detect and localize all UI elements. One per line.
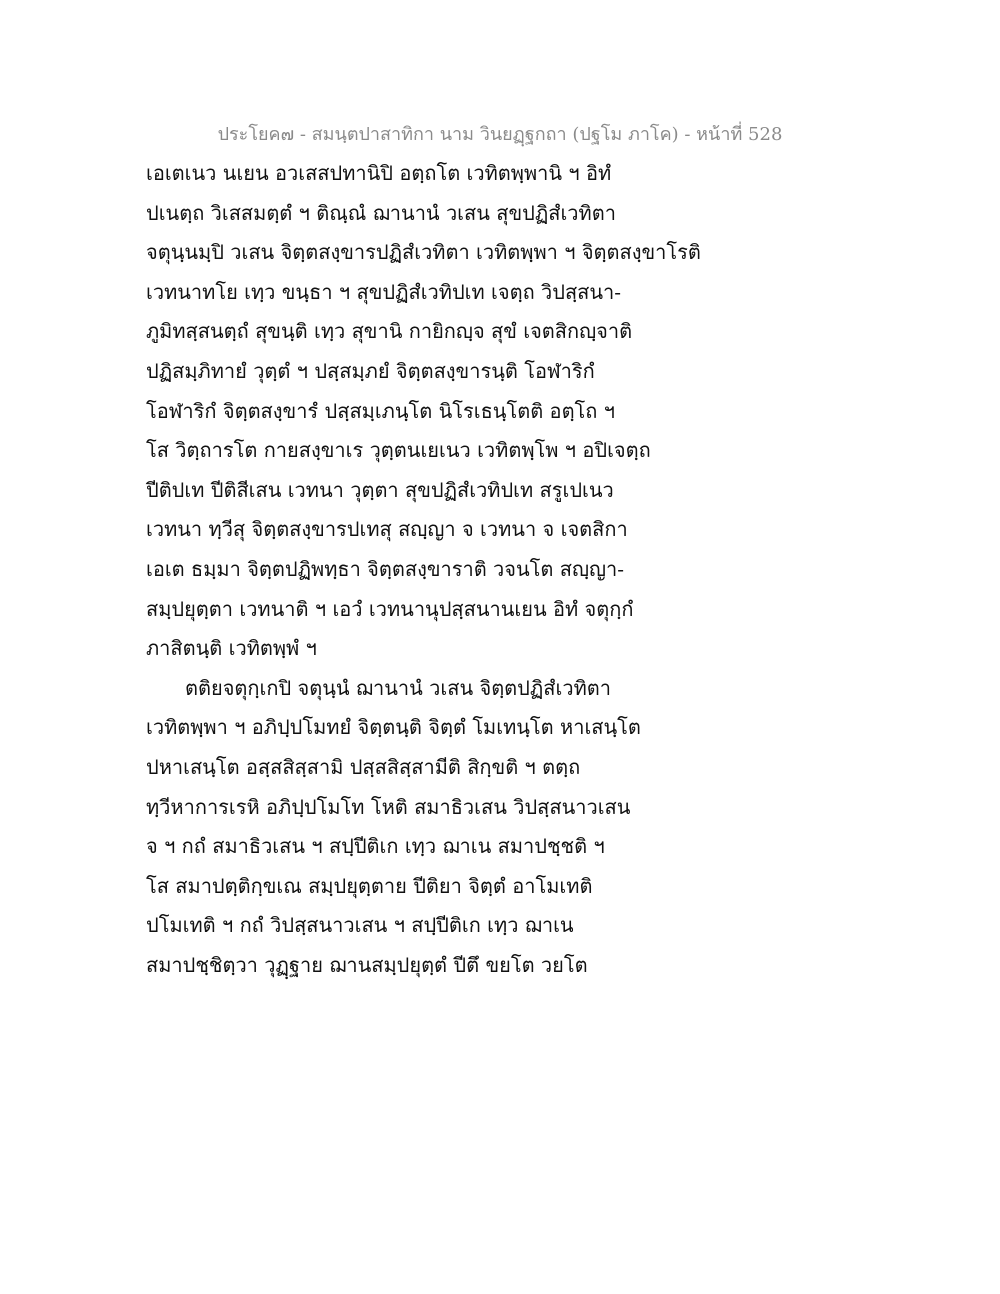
text-line: จตุนฺนมฺปิ วเสน จิตฺตสงฺขารปฏิสํเวทิตา เวทิตพฺพา ฯ จิตฺตสงฺขาโรติ xyxy=(146,240,701,265)
text-line: สมาปชฺชิตฺวา วุฏฺฐาย ฌานสมฺปยุตฺตํ ปีตึ ขยโต วยโต xyxy=(146,952,588,977)
text-line: เวทนา ทฺวีสุ จิตฺตสงฺขารปเทสุ สญฺญา จ เวทนา จ เจตสิกา xyxy=(146,517,628,542)
text-line: ปฏิสมฺภิทายํ วุตฺตํ ฯ ปสฺสมฺภยํ จิตฺตสงฺขารนฺติ โอฬาริกํ xyxy=(146,358,595,383)
text-line: จ ฯ กถํ สมาธิวเสน ฯ สปฺปีติเก เทฺว ฌาเน สมาปชฺชติ ฯ xyxy=(146,834,605,859)
paragraph-start-line: ตติยจตุกฺเกปิ จตุนฺนํ ฌานานํ วเสน จิตฺตปฏิสํเวทิตา xyxy=(185,675,611,700)
text-line: ภาสิตนฺติ เวทิตพฺพํ ฯ xyxy=(146,636,317,661)
text-line: เวทนาทโย เทฺว ขนฺธา ฯ สุขปฏิสํเวทิปเท เจตฺถ วิปสฺสนา- xyxy=(146,279,622,304)
text-line: เวทิตพฺพา ฯ อภิปฺปโมทยํ จิตฺตนฺติ จิตฺตํ โมเทนฺโต หาเสนฺโต xyxy=(146,715,641,740)
text-line: ปีติปเท ปีติสีเสน เวทนา วุตฺตา สุขปฏิสํเวทิปเท สรูเปเนว xyxy=(146,477,614,502)
body-text xyxy=(146,154,706,985)
text-line: โอฬาริกํ จิตฺตสงฺขารํ ปสฺสมฺเภนฺโต นิโรเธนฺโตติ อตฺโถ ฯ xyxy=(146,398,615,423)
text-line: ทฺวีหาการเรหิ อภิปฺปโมโท โหติ สมาธิวเสน วิปสฺสนาวเสน xyxy=(146,794,631,819)
text-line: ปเนตฺถ วิเสสมตฺตํ ฯ ติณฺณํ ฌานานํ วเสน สุขปฏิสํเวทิตา xyxy=(146,200,616,225)
text-line: ปโมเทติ ฯ กถํ วิปสฺสนาวเสน ฯ สปฺปีติเก เทฺว ฌาเน xyxy=(146,913,574,938)
text-line: สมฺปยุตฺตา เวทนาติ ฯ เอวํ เวทนานุปสฺสนานเยน อิทํ จตุกฺกํ xyxy=(146,596,634,621)
text-line: เอเตเนว นเยน อวเสสปทานิปิ อตฺถโต เวทิตพฺพานิ ฯ อิทํ xyxy=(146,161,612,185)
page-header: ประโยค๗ - สมนฺตปาสาทิกา นาม วินยฏฺฐกถา (ปฐโม ภาโค) - หน้าที่ 528 xyxy=(217,124,783,145)
text-line: โส สมาปตฺติกฺขเณ สมฺปยุตฺตาย ปีติยา จิตฺตํ อาโมเทติ xyxy=(146,873,593,898)
text-line: ปหาเสนฺโต อสฺสสิสฺสามิ ปสฺสสิสฺสามีติ สิกฺขติ ฯ ตตฺถ xyxy=(146,754,581,779)
text-line: โส วิตฺถารโต กายสงฺขาเร วุตฺตนเยเนว เวทิตพฺโพ ฯ อปิเจตฺถ xyxy=(146,438,651,463)
text-line: ภูมิทสฺสนตฺถํ สุขนฺติ เทฺว สุขานิ กายิกญฺจ สุขํ เจตสิกญฺจาติ xyxy=(146,319,633,344)
text-line: เอเต ธมฺมา จิตฺตปฏิพทฺธา จิตฺตสงฺขาราติ วจนโต สญฺญา- xyxy=(146,556,625,581)
